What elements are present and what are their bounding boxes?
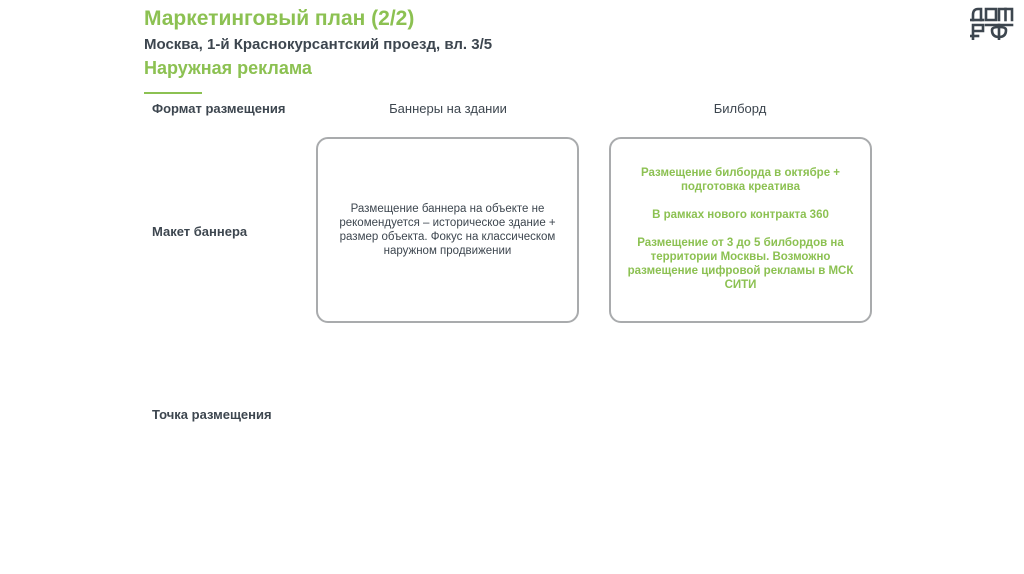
row-label-placement: Точка размещения xyxy=(152,407,272,422)
page-title: Маркетинговый план (2/2) xyxy=(144,7,415,30)
billboard-card-text xyxy=(611,139,870,292)
dom-rf-logo-icon xyxy=(970,6,1014,40)
billboard-card xyxy=(609,137,872,323)
banner-card-text: Размещение баннера на объекте не рекомендуется – историческое здание + размер объекта. Фокус на классическом наружном продвижении xyxy=(339,203,556,257)
column-header-banners: Баннеры на здании xyxy=(389,101,507,116)
billboard-paragraph-timing: Размещение билборда в октябре + подготовка креатива xyxy=(641,167,840,193)
section-title: Наружная реклама xyxy=(144,58,312,78)
banner-card xyxy=(316,137,579,323)
row-label-format: Формат размещения xyxy=(152,101,286,116)
billboard-paragraph-placement: Размещение от 3 до 5 билбордов на территории Москвы. Возможно размещение цифровой рекламы в МСК СИТИ xyxy=(627,237,854,291)
row-label-layout: Макет баннера xyxy=(152,224,248,239)
page-subtitle-address: Москва, 1-й Краснокурсантский проезд, вл. 3/5 xyxy=(144,36,493,53)
column-header-billboard: Билборд xyxy=(713,101,767,116)
section-underline xyxy=(144,92,202,94)
billboard-paragraph-contract: В рамках нового контракта 360 xyxy=(652,209,829,221)
